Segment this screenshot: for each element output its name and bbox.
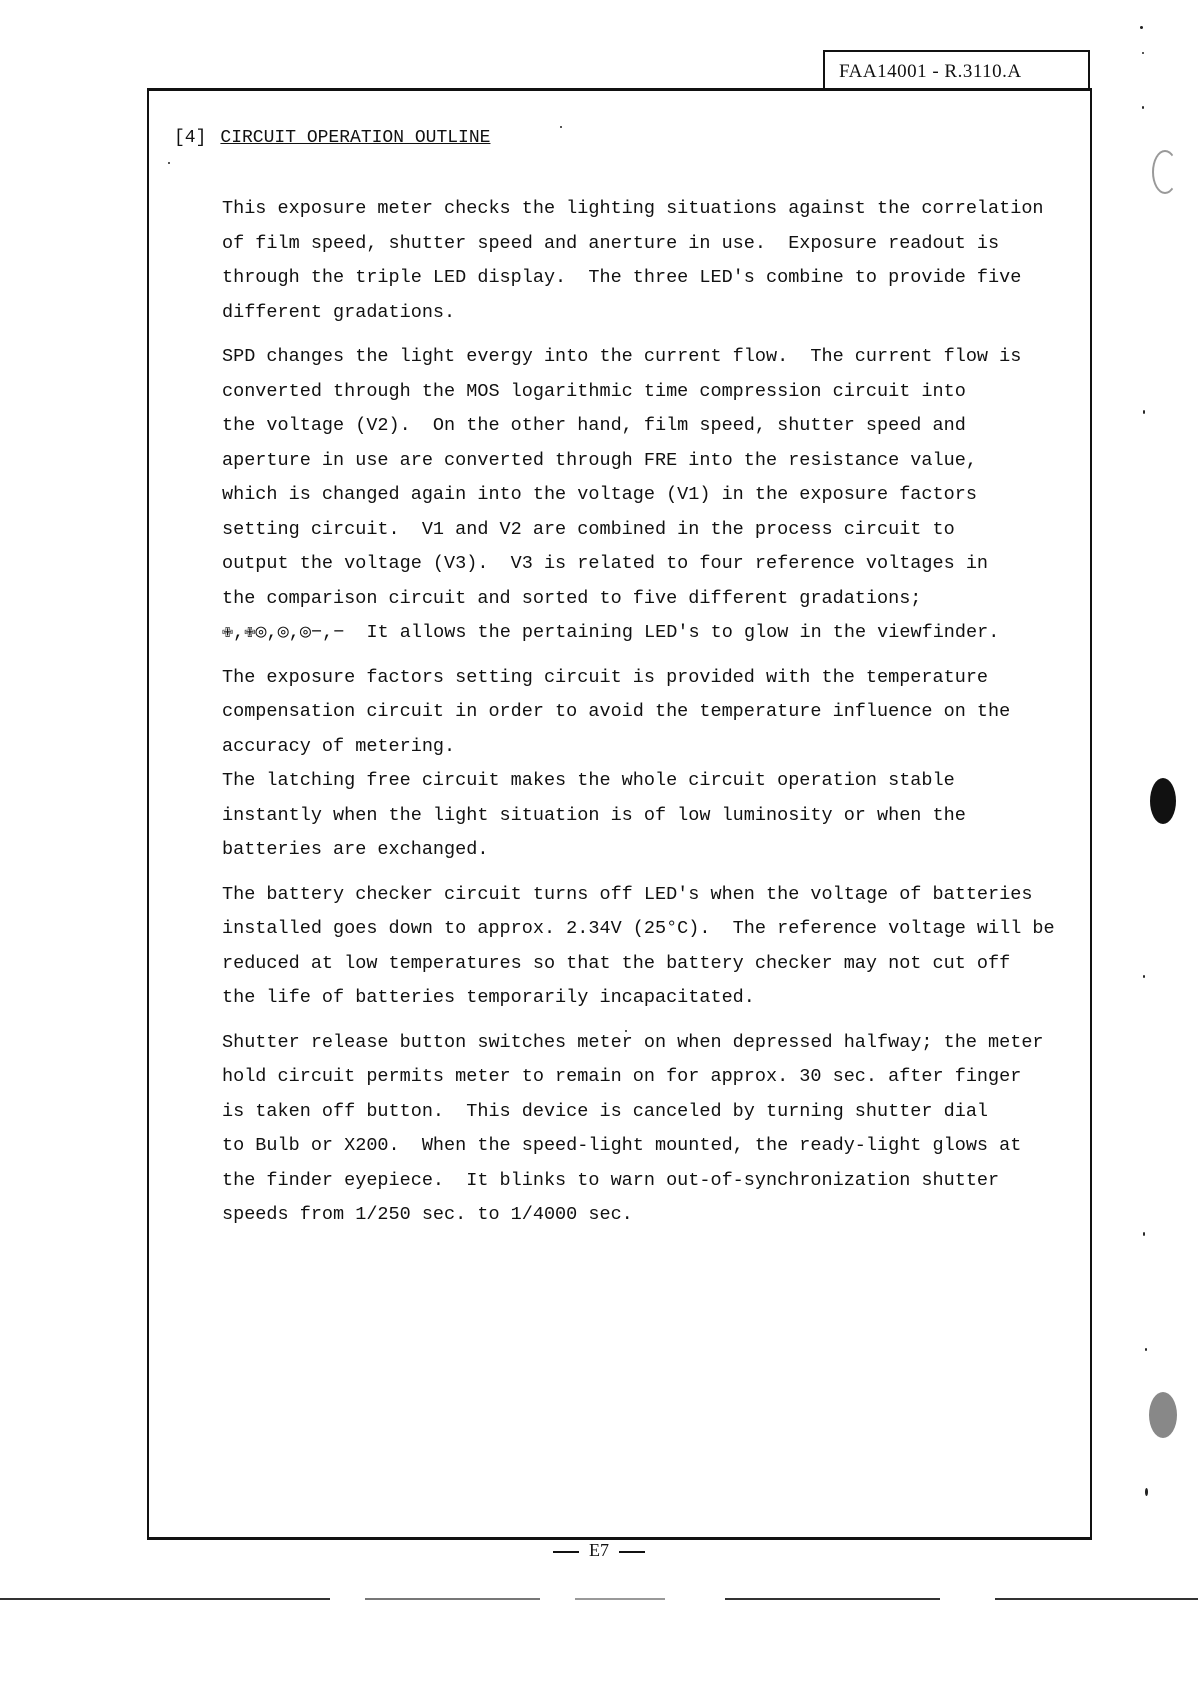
text-line: The latching free circuit makes the whole circuit operation stable	[222, 770, 955, 791]
punch-hole-mark	[1150, 778, 1176, 824]
text-line: which is changed again into the voltage (V1) in the exposure factors	[222, 484, 977, 505]
text-line: converted through the MOS logarithmic time compression circuit into	[222, 380, 966, 402]
text-line: setting circuit. V1 and V2 are combined in the process circuit to	[222, 518, 955, 540]
text-line: the finder eyepiece. It blinks to warn out-of-synchronization shutter	[222, 1169, 1000, 1191]
text-line: Shutter release button switches meter on when depressed halfway; the meter	[222, 1031, 1044, 1053]
scan-speck	[560, 126, 562, 128]
section-title: CIRCUIT OPERATION OUTLINE	[220, 128, 491, 148]
page-number	[0, 1540, 1198, 1561]
text-line: reduced at low temperatures so that the battery checker may not cut off	[222, 952, 1011, 974]
text-line: batteries are exchanged.	[222, 839, 489, 860]
page-number-label: E7	[589, 1540, 609, 1560]
text-line: compensation circuit in order to avoid the temperature influence on the	[222, 701, 1011, 722]
text-line: is taken off button. This device is canceled by turning shutter dial	[222, 1100, 989, 1122]
text-line: SPD changes the light evergy into the current flow. The current flow is	[222, 346, 1022, 367]
paragraph-spd-conversion	[222, 340, 1082, 651]
paragraph-latching-free	[222, 764, 1082, 868]
scan-speck	[1142, 106, 1144, 109]
text-line: the comparison circuit and sorted to five different gradations;	[222, 587, 922, 609]
scan-speck	[168, 162, 170, 164]
text-line: different gradations.	[222, 301, 456, 323]
text-line: This exposure meter checks the lighting situations against the correlation	[222, 198, 1044, 219]
text-line: the life of batteries temporarily incapacitated.	[222, 987, 755, 1008]
paragraph-battery-checker	[222, 878, 1082, 1016]
text-line: to Bulb or X200. When the speed-light mounted, the ready-light glows at	[222, 1135, 1022, 1156]
body-text	[222, 192, 1082, 1243]
section-heading	[174, 128, 490, 148]
text-line: The battery checker circuit turns off LED's when the voltage of batteries	[222, 883, 1033, 905]
text-line: installed goes down to approx. 2.34V (25°C). The reference voltage will be	[222, 918, 1055, 939]
text-line: accuracy of metering.	[222, 735, 456, 757]
scan-rule	[365, 1598, 540, 1600]
text-line: through the triple LED display. The three LED's combine to provide five	[222, 267, 1022, 288]
paragraph-temperature-compensation	[222, 661, 1082, 765]
paragraph-exposure-meter	[222, 192, 1082, 330]
document-code: FAA14001 - R.3110.A	[823, 50, 1090, 90]
scan-speck	[625, 1030, 627, 1032]
punch-hole-mark	[1152, 150, 1178, 194]
text-line: aperture in use are converted through FRE into the resistance value,	[222, 449, 977, 471]
text-line: of film speed, shutter speed and anerture in use. Exposure readout is	[222, 232, 1000, 254]
scan-rule	[575, 1598, 665, 1600]
paragraph-shutter-release	[222, 1026, 1082, 1233]
dash-left	[553, 1551, 579, 1553]
text-line: output the voltage (V3). V3 is related to four reference voltages in	[222, 553, 989, 574]
scan-rule	[0, 1598, 330, 1600]
text-line: hold circuit permits meter to remain on for approx. 30 sec. after finger	[222, 1066, 1022, 1087]
scan-speck	[1145, 1488, 1148, 1496]
section-number: [4]	[174, 128, 207, 148]
scan-speck	[1143, 1232, 1145, 1236]
text-line: speeds from 1/250 sec. to 1/4000 sec.	[222, 1204, 633, 1225]
text-line: The exposure factors setting circuit is provided with the temperature	[222, 666, 989, 688]
led-gradation-line: ✙,✙◎,◎,◎−,− It allows the pertaining LED's to glow in the viewfinder.	[222, 622, 1000, 643]
scan-speck	[1142, 52, 1144, 54]
punch-hole-mark	[1149, 1392, 1177, 1438]
text-line: instantly when the light situation is of low luminosity or when the	[222, 804, 966, 826]
text-line: the voltage (V2). On the other hand, film speed, shutter speed and	[222, 415, 966, 436]
scan-speck	[1145, 1348, 1147, 1351]
scan-rule	[725, 1598, 940, 1600]
scan-speck	[1140, 26, 1143, 29]
scan-rule	[995, 1598, 1198, 1600]
dash-right	[619, 1551, 645, 1553]
scan-speck	[1143, 410, 1145, 414]
scan-speck	[1143, 975, 1145, 978]
